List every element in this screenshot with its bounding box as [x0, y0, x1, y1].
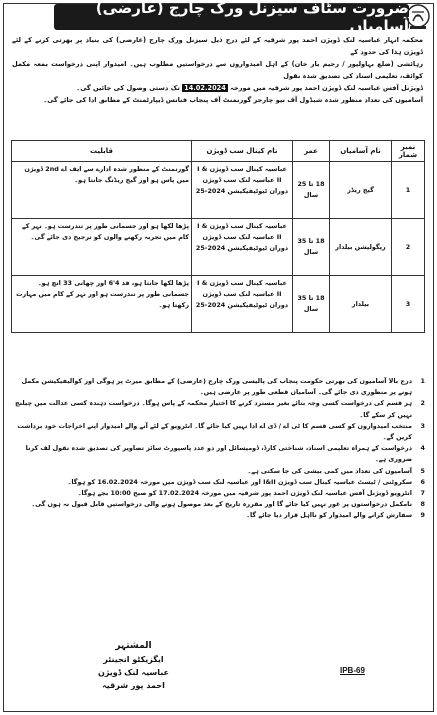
- cell-post: بیلدار: [330, 276, 392, 333]
- term-number: 2: [420, 399, 425, 408]
- table-row: [12, 162, 425, 219]
- list-item: [11, 488, 425, 499]
- table-row: [12, 276, 425, 333]
- list-item: [11, 510, 425, 521]
- cell-serial: 3: [392, 276, 425, 333]
- cell-qualification: پڑھا لکھا جانتا ہو، قد 4'6 اور چھاتی 33 انچ ہو۔ جسمانی طور پر تندرست ہو اور نہر کے کام میں مہارت رکھتا ہو۔: [12, 276, 192, 333]
- list-item: [11, 421, 425, 443]
- term-text: ہر قسم کی درخواست کسی وجہ بتائے بغیر مسترد کرنے کا اختیار محکمہ کے پاس ہوگا۔ درخواست دہندہ کسی عدالت میں چیلنج نہیں کر سکے گا۔: [15, 399, 412, 419]
- cell-serial: 1: [392, 162, 425, 219]
- cell-post: ریگولیشن بیلدار: [330, 219, 392, 276]
- division-name: عباسیہ لنک ڈویژن: [98, 668, 169, 677]
- term-text: انٹرویو ڈویژنل آفس عباسیہ لنک ڈویژن احمد پور شرقیہ میں مورخہ 17.02.2024 کو صبح 10:00 بجے ہوگا۔: [77, 489, 412, 498]
- list-item: [11, 499, 425, 510]
- intro-line: محکمہ انہار عباسیہ لنک ڈویژن احمد پور شرقیہ کے لئے درج ذیل سیزنل ورک چارج (عارضی) کی بنیاد پر بھرتی کرنے کے لئے ڈویژن ہذا کی حدود کے: [12, 36, 423, 56]
- term-text: درج بالا آسامیوں کی بھرتی حکومت پنجاب کی پالیسی ورک چارج (عارضی) کے مطابق میرٹ پر ہوگی اور کوالیفیکیشن مکمل ہونے پر منظوری دی جائے گی۔ آسامیاں قطعی طور پر عارضی ہیں۔: [21, 377, 412, 397]
- cell-subdivision: عباسیہ کینال سب ڈویژن I & II عباسیہ لنک سب ڈویژن دوران ٹیوٹیفیکیشن 2024-25: [192, 219, 293, 276]
- header-serial: نمبر شمار: [392, 141, 425, 162]
- advertisement-page: [3, 3, 434, 712]
- list-item: [11, 443, 425, 465]
- header-subdivision: نام کینال سب ڈویژن: [192, 141, 293, 162]
- term-text: منتخب امیدواروں کو کسی قسم کا ٹی اے / ڈی اے ادا نہیں کیا جائے گا۔ انٹرویو کے لئے آنے والے امیدوار اپنے اخراجات خود برداشت کریں گے۔: [17, 421, 412, 442]
- term-number: 9: [420, 511, 425, 520]
- government-emblem-icon: [405, 3, 431, 31]
- city-name: احمد پور شرقیہ: [102, 681, 165, 690]
- intro-paragraph: [12, 34, 423, 106]
- terms-list: [11, 376, 425, 522]
- term-number: 1: [420, 377, 425, 385]
- page-title: [54, 0, 409, 35]
- term-text: آسامیوں کی تعداد میں کمی بیشی کی جا سکتی ہے۔: [247, 466, 412, 475]
- cell-subdivision: عباسیہ کینال سب ڈویژن I & II عباسیہ لنک سب ڈویژن دوران ٹیوٹیفیکیشن 2024-25: [192, 276, 293, 333]
- cell-age: 18 تا 25 سال: [293, 162, 330, 219]
- intro-line: [12, 82, 423, 94]
- header-post: نام آسامیاں: [330, 141, 392, 162]
- term-text: درخواست کے ہمراہ تعلیمی اسناد، شناختی کارڈ، ڈومیسائل اور دو عدد پاسپورٹ سائز تصاویر کی تصدیق شدہ نقول لف کرنا ضروری ہے۔: [25, 444, 412, 464]
- term-number: 3: [420, 421, 425, 430]
- list-item: [11, 398, 425, 420]
- term-number: 7: [420, 489, 425, 498]
- cell-qualification: گورنمنٹ کے منظور شدہ ادارے سے ایف اے 2nd ڈویژن میں پاس ہو اور گیج ریڈنگ جانتا ہو۔: [12, 162, 192, 219]
- term-text: نامکمل درخواستوں پر غور نہیں کیا جائے گا اور مقررہ تاریخ کے بعد موصول ہونے والی درخواستیں قابل قبول نہ ہوں گی۔: [31, 500, 412, 509]
- list-item: [11, 466, 425, 477]
- cell-post: گیج ریڈر: [330, 162, 392, 219]
- last-date: 14.02.2024: [184, 84, 226, 92]
- intro-line: رہائشی (ضلع بہاولپور / رحیم یار خان) کے اہل امیدواروں سے درخواستیں مطلوب ہیں۔ امیدوار اپنی درخواست بمعہ مکمل کوائف، تعلیمی اسناد کی تصدیق شدہ نقول: [12, 60, 423, 80]
- term-number: 4: [420, 444, 425, 453]
- reference-code: IPB-69: [340, 666, 365, 675]
- header-qualification: قابلیت: [12, 141, 192, 162]
- cell-serial: 2: [392, 219, 425, 276]
- term-number: 5: [420, 466, 425, 475]
- intro-text: ڈویژنل آفس عباسیہ لنک ڈویژن احمد پور شرقیہ میں مورخہ: [230, 84, 423, 92]
- intro-text: تک دستی وصول کی جائیں گی۔: [76, 84, 180, 92]
- posts-table: [11, 140, 425, 333]
- table-row: [12, 219, 425, 276]
- cell-age: 18 تا 35 سال: [293, 276, 330, 333]
- table-header-row: [12, 141, 425, 162]
- term-text: سفارش کرانے والے امیدوار کو نااہل قرار دیا جائے گا۔: [246, 511, 412, 520]
- intro-line: آسامیوں کی تعداد منظور شدہ شیڈول آف نیو چارجز گورنمنٹ آف پنجاب فنانس ڈیپارٹمنٹ کے مطابق ادا کی جائے گی۔: [43, 96, 423, 104]
- page-title-text: ضرورت سٹاف سیزنل ورک چارج (عارضی) آسامیاں: [95, 0, 409, 35]
- list-item: [11, 376, 425, 398]
- signature-block: [98, 640, 169, 692]
- term-text: سکروٹنی / ٹیسٹ عباسیہ کینال سب ڈویژن I&II اور عباسیہ لنک سب ڈویژن میں مورخہ 16.02.2024 کو ہوگا۔: [67, 477, 412, 486]
- header-age: عمر: [293, 141, 330, 162]
- officer-title: ایگزیکٹو انجینئر: [103, 655, 164, 664]
- list-item: [11, 477, 425, 488]
- term-number: 6: [420, 477, 425, 486]
- cell-subdivision: عباسیہ کینال سب ڈویژن I & II عباسیہ لنک سب ڈویژن دوران ٹیوٹیفیکیشن 2024-25: [192, 162, 293, 219]
- cell-qualification: پڑھا لکھا ہو اور جسمانی طور پر تندرست ہو۔ نہر کے کام میں تجربہ رکھنے والوں کو ترجیح دی جائے گی۔: [12, 219, 192, 276]
- cell-age: 18 تا 35 سال: [293, 219, 330, 276]
- advertiser-label: المشتہر: [115, 641, 152, 651]
- term-number: 8: [420, 500, 425, 509]
